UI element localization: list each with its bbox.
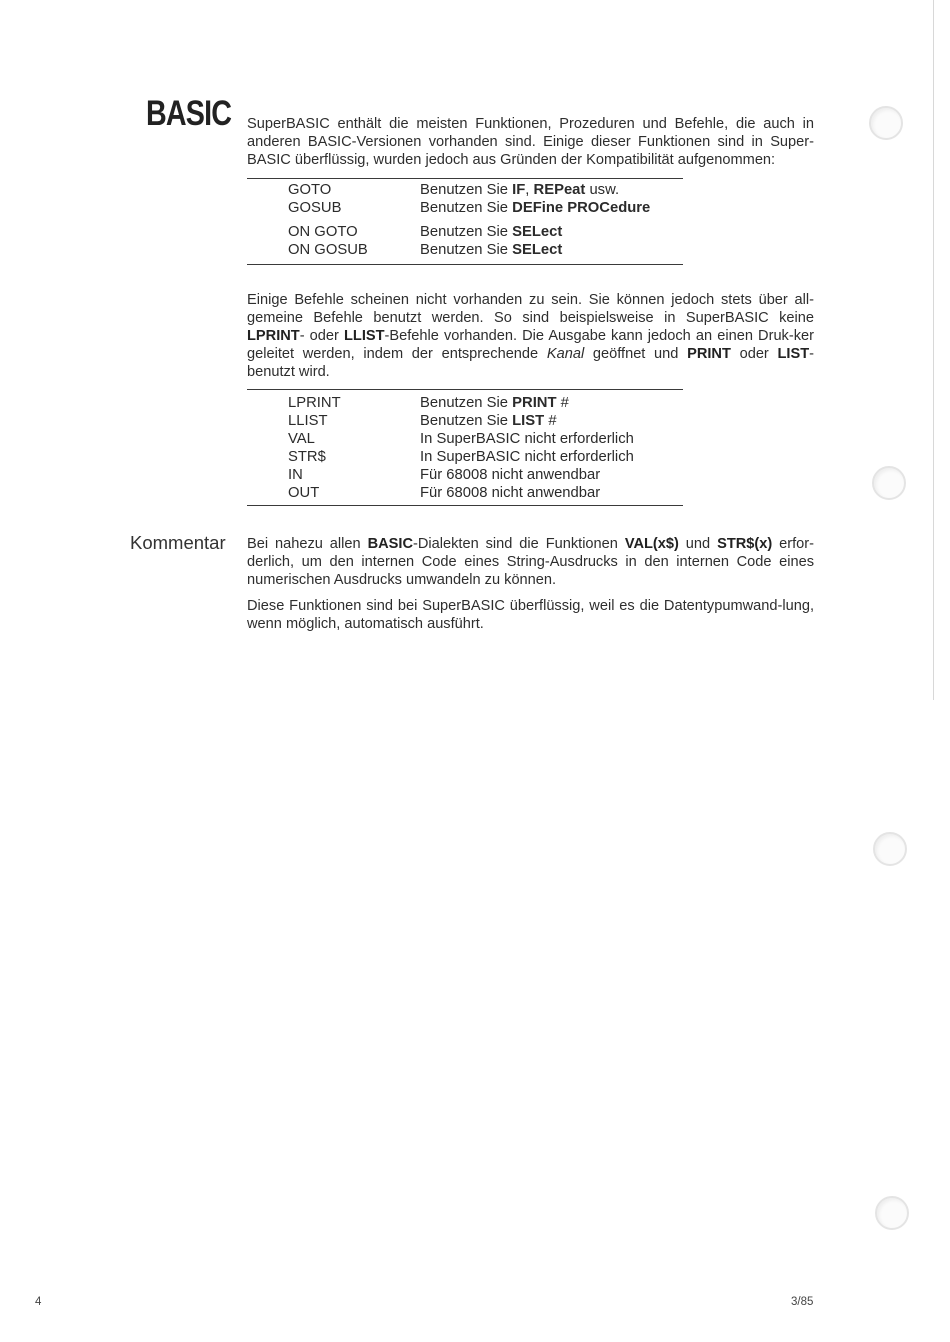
table-row (288, 199, 650, 217)
description-cell: Für 68008 nicht anwendbar (420, 467, 601, 483)
punch-hole-4 (875, 1196, 909, 1230)
table-row (288, 412, 557, 430)
command-cell: LLIST (288, 413, 328, 429)
command-cell: VAL (288, 431, 315, 447)
comment-label: Kommentar (130, 532, 226, 553)
table-row (288, 223, 562, 241)
punch-hole-3 (873, 832, 907, 866)
table-row (288, 241, 562, 259)
description-cell: In SuperBASIC nicht erforderlich (420, 431, 634, 447)
table-missing-commands (247, 389, 683, 509)
table-row (288, 430, 634, 448)
edition-date: 3/85 (791, 1296, 814, 1308)
punch-hole-2 (872, 466, 906, 500)
command-cell: GOSUB (288, 200, 342, 216)
description-cell: Für 68008 nicht anwendbar (420, 485, 601, 501)
table-row (288, 448, 634, 466)
command-cell: LPRINT (288, 395, 341, 411)
table-row (288, 181, 619, 199)
intro-paragraph: SuperBASIC enthält die meisten Funktionen, Prozeduren und Befehle, die auch in anderen BASIC-Versionen vorhanden sind. Einige dieser Funktionen sind in Super-BASIC überflüssig, wurden jedoch aus Gründen der Kompatibilität aufgenommen: (247, 116, 814, 168)
command-cell: STR$ (288, 449, 326, 465)
middle-paragraph: Einige Befehle scheinen nicht vorhanden zu sein. Sie können jedoch stets über all-gemeine Befehle benutzt werden. So sind beispielsweise in SuperBASIC keine LPRINT- oder LLIST-Befehle vorhanden. Die Ausgabe kann jedoch an einen Druk-ker geleitet werden, indem der entsprechende Kanal geöffnet und PRINT oder LIST-benutzt wird. (247, 292, 814, 380)
page-edge-line (933, 0, 934, 700)
command-cell: GOTO (288, 182, 332, 198)
comment-paragraph-1: Bei nahezu allen BASIC-Dialekten sind die Funktionen VAL(x$) und STR$(x) erfor-derlich, um den internen Code eines String-Ausdrucks in den internen Code eines numerischen Ausdrucks umwandeln zu können. (247, 536, 815, 588)
description-cell: Benutzen Sie LIST # (420, 413, 557, 429)
table-obsolete-commands (247, 178, 683, 268)
description-cell: Benutzen Sie DEFine PROCedure (420, 200, 651, 216)
table-row (288, 484, 600, 502)
command-cell: ON GOSUB (288, 242, 368, 258)
table-row (288, 466, 600, 484)
punch-hole-1 (869, 106, 903, 140)
description-cell: Benutzen Sie PRINT # (420, 395, 569, 411)
page-number: 4 (35, 1296, 42, 1308)
command-cell: ON GOTO (288, 224, 358, 240)
comment-paragraph-2: Diese Funktionen sind bei SuperBASIC überflüssig, weil es die Datentypumwand-lung, wenn möglich, automatisch ausführt. (247, 598, 814, 632)
table-row (288, 394, 569, 412)
description-cell: Benutzen Sie SELect (420, 242, 563, 258)
description-cell: In SuperBASIC nicht erforderlich (420, 449, 634, 465)
description-cell: Benutzen Sie IF, REPeat usw. (420, 182, 620, 198)
command-cell: OUT (288, 485, 320, 501)
description-cell: Benutzen Sie SELect (420, 224, 563, 240)
section-heading: BASIC (146, 94, 232, 133)
command-cell: IN (288, 467, 303, 483)
